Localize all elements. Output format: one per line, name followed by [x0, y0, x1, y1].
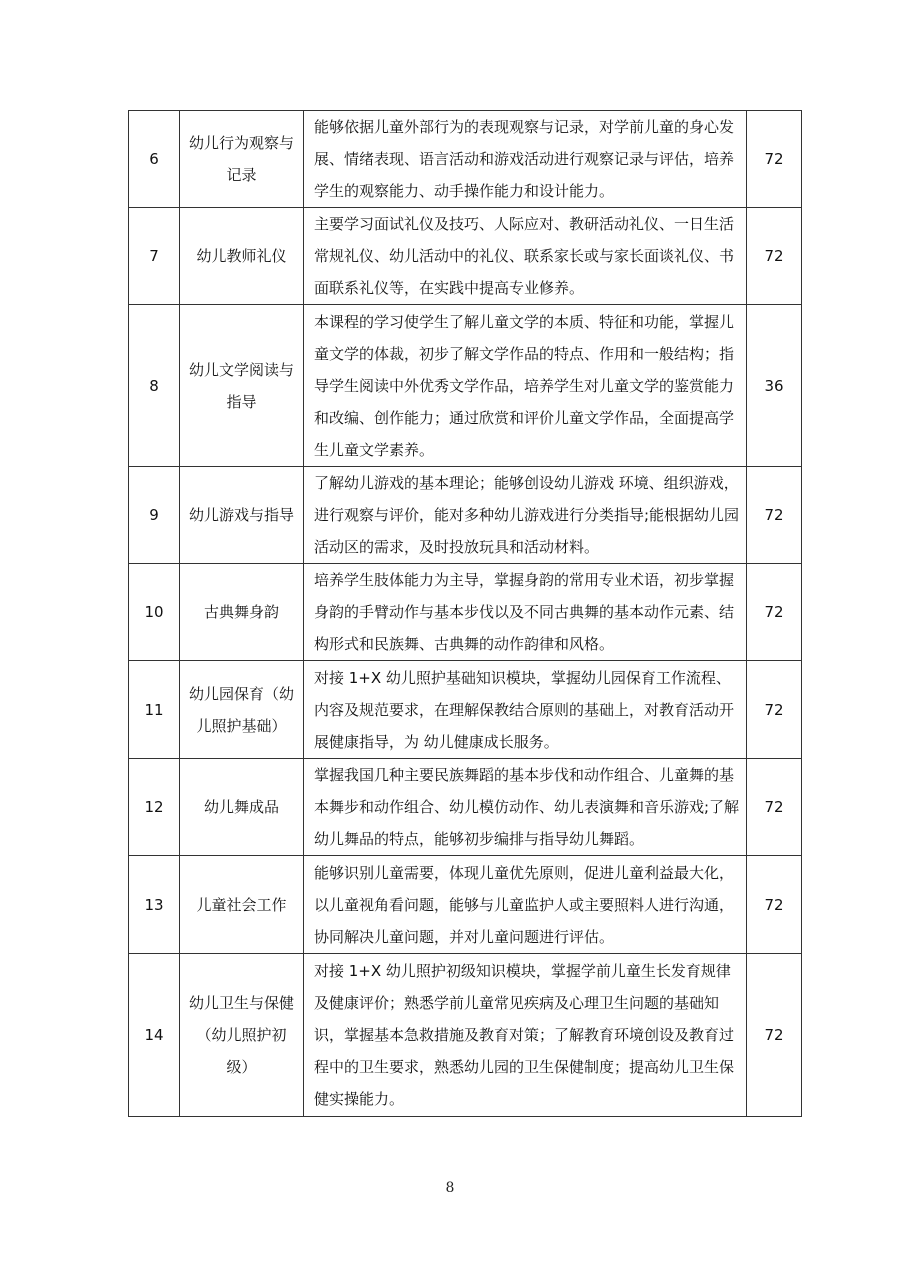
table-row: [129, 208, 802, 305]
course-name: 幼儿舞成品: [180, 759, 304, 856]
course-name: 古典舞身韵: [180, 564, 304, 661]
course-name: 幼儿园保育（幼儿照护基础）: [180, 661, 304, 759]
row-number: 10: [129, 564, 180, 661]
course-hours: 72: [747, 467, 802, 564]
course-hours: 72: [747, 954, 802, 1117]
table-row: [129, 856, 802, 954]
course-name: 幼儿文学阅读与指导: [180, 305, 304, 467]
course-description: 对接 1+X 幼儿照护初级知识模块，掌握学前儿童生长发育规律及健康评价；熟悉学前儿童常见疾病及心理卫生问题的基础知识，掌握基本急救措施及教育对策；了解教育环境创设及教育过程中的卫生要求，熟悉幼儿园的卫生保健制度；提高幼儿卫生保健实操能力。: [304, 954, 747, 1117]
row-number: 13: [129, 856, 180, 954]
course-description: 掌握我国几种主要民族舞蹈的基本步伐和动作组合、儿童舞的基本舞步和动作组合、幼儿模仿动作、幼儿表演舞和音乐游戏;了解幼儿舞品的特点，能够初步编排与指导幼儿舞蹈。: [304, 759, 747, 856]
course-description: 主要学习面试礼仪及技巧、人际应对、教研活动礼仪、一日生活常规礼仪、幼儿活动中的礼仪、联系家长或与家长面谈礼仪、书面联系礼仪等，在实践中提高专业修养。: [304, 208, 747, 305]
course-description: 培养学生肢体能力为主导，掌握身韵的常用专业术语，初步掌握身韵的手臂动作与基本步伐以及不同古典舞的基本动作元素、结构形式和民族舞、古典舞的动作韵律和风格。: [304, 564, 747, 661]
row-number: 9: [129, 467, 180, 564]
course-description: 能够依据儿童外部行为的表现观察与记录，对学前儿童的身心发展、情绪表现、语言活动和游戏活动进行观察记录与评估，培养学生的观察能力、动手操作能力和设计能力。: [304, 111, 747, 208]
row-number: 12: [129, 759, 180, 856]
course-name: 幼儿游戏与指导: [180, 467, 304, 564]
course-hours: 72: [747, 564, 802, 661]
row-number: 8: [129, 305, 180, 467]
row-number: 11: [129, 661, 180, 759]
row-number: 6: [129, 111, 180, 208]
course-table: [128, 110, 802, 1117]
course-name: 幼儿行为观察与记录: [180, 111, 304, 208]
table-row: [129, 305, 802, 467]
course-hours: 72: [747, 111, 802, 208]
table-row: [129, 661, 802, 759]
course-description: 了解幼儿游戏的基本理论；能够创设幼儿游戏 环境、组织游戏，进行观察与评价，能对多种幼儿游戏进行分类指导;能根据幼儿园活动区的需求，及时投放玩具和活动材料。: [304, 467, 747, 564]
course-hours: 72: [747, 759, 802, 856]
course-hours: 72: [747, 856, 802, 954]
course-hours: 72: [747, 661, 802, 759]
table-row: [129, 111, 802, 208]
course-description: 本课程的学习使学生了解儿童文学的本质、特征和功能，掌握儿童文学的体裁，初步了解文学作品的特点、作用和一般结构；指导学生阅读中外优秀文学作品，培养学生对儿童文学的鉴赏能力和改编、创作能力；通过欣赏和评价儿童文学作品，全面提高学生儿童文学素养。: [304, 305, 747, 467]
course-hours: 72: [747, 208, 802, 305]
course-name: 儿童社会工作: [180, 856, 304, 954]
course-description: 对接 1+X 幼儿照护基础知识模块，掌握幼儿园保育工作流程、内容及规范要求，在理解保教结合原则的基础上，对教育活动开展健康指导，为 幼儿健康成长服务。: [304, 661, 747, 759]
table-row: [129, 467, 802, 564]
course-description: 能够识别儿童需要，体现儿童优先原则，促进儿童利益最大化，以儿童视角看问题，能够与儿童监护人或主要照料人进行沟通，协同解决儿童问题，并对儿童问题进行评估。: [304, 856, 747, 954]
row-number: 7: [129, 208, 180, 305]
table-row: [129, 954, 802, 1117]
table-row: [129, 564, 802, 661]
course-hours: 36: [747, 305, 802, 467]
row-number: 14: [129, 954, 180, 1117]
course-name: 幼儿教师礼仪: [180, 208, 304, 305]
course-name: 幼儿卫生与保健（幼儿照护初级）: [180, 954, 304, 1117]
page-number: 8: [445, 1180, 455, 1196]
table-row: [129, 759, 802, 856]
